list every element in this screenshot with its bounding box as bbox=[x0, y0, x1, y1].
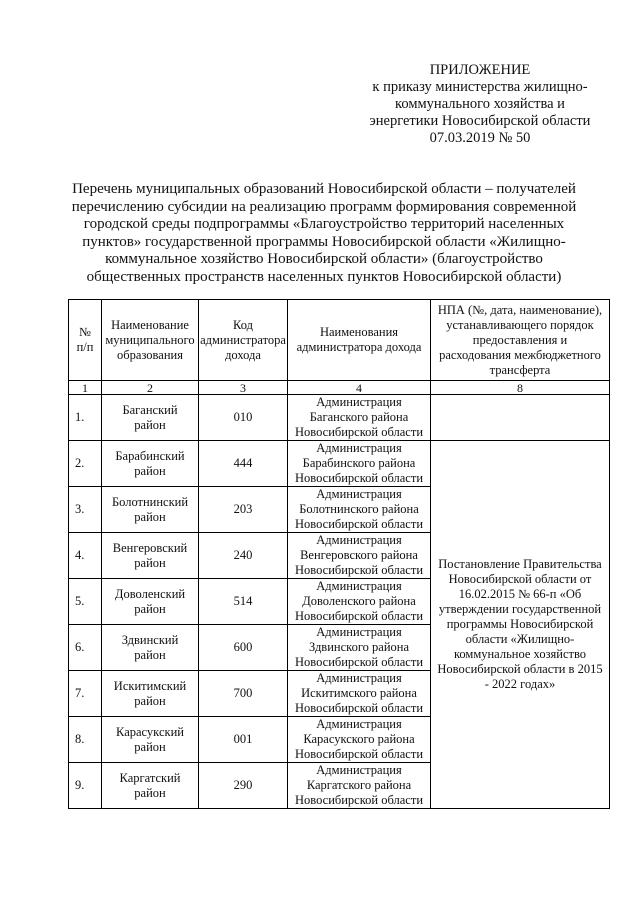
row-number: 1. bbox=[69, 395, 102, 441]
regulatory-act-text: Постановление Правительства Новосибирской области от 16.02.2015 № 66-п «Об утверждении государственной программы Новосибирской области «Жилищно- коммунальное хозяйство Новосибирской области в 2015 - 2022 годах» bbox=[431, 441, 610, 809]
revenue-admin-code: 203 bbox=[199, 487, 288, 533]
revenue-admin-code: 600 bbox=[199, 625, 288, 671]
title-line: пунктов» государственной программы Новосибирской области «Жилищно- bbox=[82, 233, 566, 250]
table-row bbox=[69, 395, 610, 441]
row-number: 5. bbox=[69, 579, 102, 625]
title-line: городской среды подпрограммы «Благоустройство территорий населенных bbox=[83, 216, 565, 233]
document-title bbox=[60, 181, 588, 287]
administrator-name: Администрация Искитимского района Новосибирской области bbox=[288, 671, 431, 717]
column-number: 2 bbox=[102, 381, 199, 395]
municipality-table bbox=[68, 299, 610, 809]
row-number: 3. bbox=[69, 487, 102, 533]
table-header-row bbox=[69, 300, 610, 381]
row-number: 9. bbox=[69, 763, 102, 809]
municipality-name: Доволенский район bbox=[102, 579, 199, 625]
municipality-name: Барабинский район bbox=[102, 441, 199, 487]
administrator-name: Администрация Здвинского района Новосибирской области bbox=[288, 625, 431, 671]
row-number: 6. bbox=[69, 625, 102, 671]
row-number: 4. bbox=[69, 533, 102, 579]
title-line: перечислению субсидии на реализацию программ формирования современной bbox=[71, 198, 577, 215]
appendix-line: коммунального хозяйства и bbox=[395, 96, 565, 112]
administrator-name: Администрация Доволенского района Новосибирской области bbox=[288, 579, 431, 625]
header-code: Код администратора дохода bbox=[199, 300, 288, 381]
column-number: 4 bbox=[288, 381, 431, 395]
table-row bbox=[69, 441, 610, 487]
title-line: общественных пространств населенных пунктов Новосибирской области) bbox=[86, 268, 562, 285]
header-administrator: Наименования администратора дохода bbox=[288, 300, 431, 381]
header-municipality: Наименование муниципального образования bbox=[102, 300, 199, 381]
administrator-name: Администрация Венгеровского района Новосибирской области bbox=[288, 533, 431, 579]
municipality-name: Болотнинский район bbox=[102, 487, 199, 533]
appendix-line: к приказу министерства жилищно- bbox=[372, 79, 588, 95]
municipality-name: Каргатский район bbox=[102, 763, 199, 809]
appendix-date-number: 07.03.2019 № 50 bbox=[429, 130, 531, 146]
header-num: № п/п bbox=[69, 300, 102, 381]
administrator-name: Администрация Карасукского района Новосибирской области bbox=[288, 717, 431, 763]
row-number: 8. bbox=[69, 717, 102, 763]
column-number: 1 bbox=[69, 381, 102, 395]
revenue-admin-code: 444 bbox=[199, 441, 288, 487]
title-line: Перечень муниципальных образований Новосибирской области – получателей bbox=[72, 181, 576, 197]
municipality-name: Искитимский район bbox=[102, 671, 199, 717]
column-number-row bbox=[69, 381, 610, 395]
appendix-line: энергетики Новосибирской области bbox=[369, 113, 591, 129]
revenue-admin-code: 010 bbox=[199, 395, 288, 441]
revenue-admin-code: 290 bbox=[199, 763, 288, 809]
column-number: 3 bbox=[199, 381, 288, 395]
municipality-name: Баганский район bbox=[102, 395, 199, 441]
header-act: НПА (№, дата, наименование), устанавливающего порядок предоставления и расходования межбюджетного трансферта bbox=[431, 300, 610, 381]
act-cell-empty bbox=[431, 395, 610, 441]
row-number: 7. bbox=[69, 671, 102, 717]
appendix-block bbox=[350, 62, 610, 147]
administrator-name: Администрация Барабинского района Новосибирской области bbox=[288, 441, 431, 487]
municipality-name: Здвинский район bbox=[102, 625, 199, 671]
revenue-admin-code: 700 bbox=[199, 671, 288, 717]
administrator-name: Администрация Каргатского района Новосибирской области bbox=[288, 763, 431, 809]
title-line: коммунальное хозяйство Новосибирской области» (благоустройство bbox=[105, 251, 543, 268]
appendix-heading: ПРИЛОЖЕНИЕ bbox=[429, 62, 531, 78]
revenue-admin-code: 240 bbox=[199, 533, 288, 579]
revenue-admin-code: 001 bbox=[199, 717, 288, 763]
administrator-name: Администрация Болотнинского района Новосибирской области bbox=[288, 487, 431, 533]
municipality-name: Карасукский район bbox=[102, 717, 199, 763]
municipality-name: Венгеровский район bbox=[102, 533, 199, 579]
revenue-admin-code: 514 bbox=[199, 579, 288, 625]
administrator-name: Администрация Баганского района Новосибирской области bbox=[288, 395, 431, 441]
column-number: 8 bbox=[431, 381, 610, 395]
row-number: 2. bbox=[69, 441, 102, 487]
